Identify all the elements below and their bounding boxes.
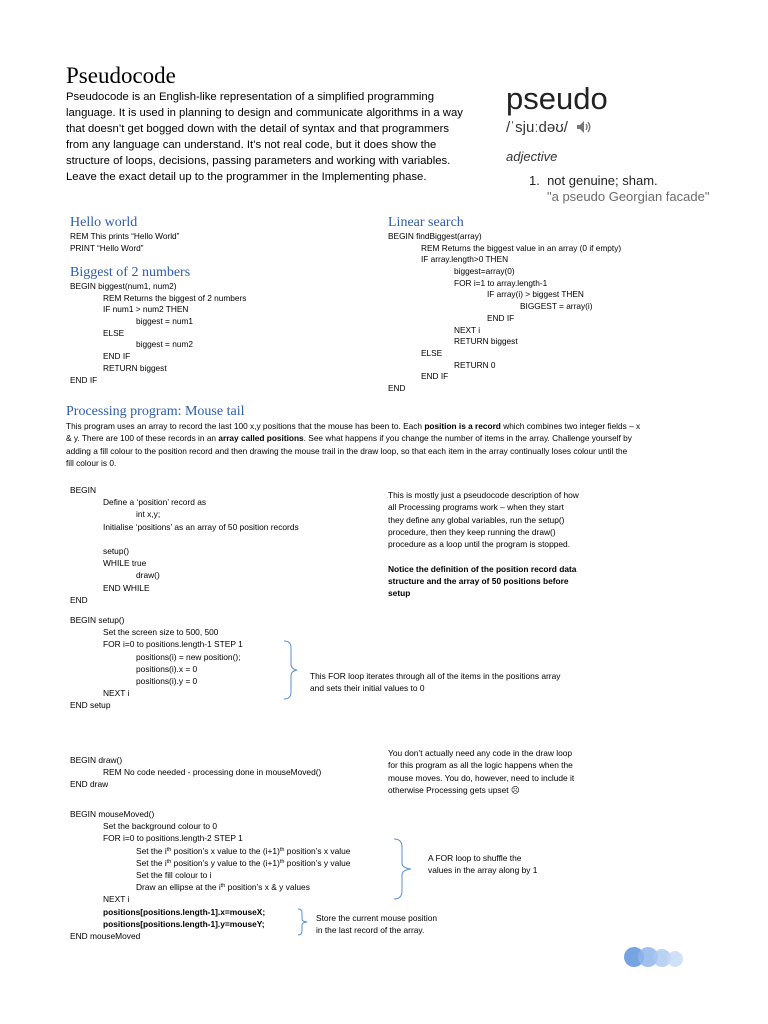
intro-line: language. It is used in planning to design and communicate algorithms in a way bbox=[66, 107, 463, 119]
store-brace-icon bbox=[296, 908, 310, 936]
code-line: positions(i) = new position(); bbox=[136, 651, 241, 662]
code-line: Set the background colour to 0 bbox=[103, 821, 218, 832]
code-line: Set the screen size to 500, 500 bbox=[103, 627, 219, 638]
code-line: WHILE true bbox=[103, 558, 147, 569]
code-line: END IF bbox=[70, 374, 98, 385]
code-line: END draw bbox=[70, 779, 109, 790]
code-line: REM Returns the biggest value in an array (0 if empty) bbox=[421, 242, 622, 253]
intro-line: Leave the exact detail up to the programmer in the Implementing phase. bbox=[66, 171, 427, 183]
shuffle-note: A FOR loop to shuffle the values in the array along by 1 bbox=[428, 853, 538, 876]
hello-world-code bbox=[70, 231, 179, 254]
page-title: Pseudocode bbox=[66, 63, 176, 88]
code-line: int x,y; bbox=[136, 509, 161, 520]
description-line: adding a fill colour to the position record and then drawing the mouse trail in the draw loop, so that each item in the array continually loses colour until the bbox=[66, 445, 628, 456]
code-line: END IF bbox=[103, 351, 131, 362]
code-line: IF num1 > num2 THEN bbox=[103, 304, 189, 315]
code-line: END IF bbox=[421, 371, 449, 382]
main-program-note: This is mostly just a pseudocode description of how all Processing programs work – when they start they define any global variables, run the setup() procedure, then they keep running the draw() procedure as a loop until the program is stopped. Notice the definition of the position record data structure and the array of 50 positions before setup bbox=[388, 490, 579, 599]
definition-number: 1. bbox=[529, 173, 540, 188]
code-line: BEGIN bbox=[70, 485, 97, 495]
code-line: BEGIN draw() bbox=[70, 755, 123, 765]
pronunciation-text: /ˈsjuːdəʊ/ bbox=[506, 119, 568, 136]
code-line: BEGIN mouseMoved() bbox=[70, 809, 155, 819]
code-line: Set the $i^{th}$ position’s x value to the $(i+1)^{th}$ position’s x value bbox=[136, 845, 351, 856]
code-line: setup() bbox=[103, 545, 130, 556]
main-program-code bbox=[70, 484, 299, 606]
code-line: END mouseMoved bbox=[70, 930, 141, 941]
code-line: NEXT i bbox=[454, 324, 481, 335]
processing-description bbox=[66, 420, 640, 469]
code-line: END IF bbox=[487, 312, 515, 323]
code-line: BIGGEST = array(i) bbox=[520, 301, 593, 312]
dictionary-part-of-speech: adjective bbox=[506, 149, 558, 164]
intro-line: Pseudocode is an English-like representation of a simplified programming bbox=[66, 91, 434, 103]
processing-heading: Processing program: Mouse tail bbox=[66, 404, 245, 419]
code-line: IF array.length>0 THEN bbox=[421, 254, 509, 265]
code-line: END setup bbox=[70, 700, 111, 711]
draw-code bbox=[70, 754, 321, 791]
linear-search-code bbox=[388, 231, 621, 395]
code-line: biggest=array(0) bbox=[454, 266, 515, 277]
code-line: ELSE bbox=[103, 327, 125, 338]
code-line: positions(i).x = 0 bbox=[136, 663, 198, 674]
code-line: Initialise ‘positions’ as an array of 50 position records bbox=[103, 521, 299, 532]
store-note: Store the current mouse position in the last record of the array. bbox=[316, 913, 438, 936]
code-line: IF array(i) > biggest THEN bbox=[487, 289, 584, 300]
code-line: ELSE bbox=[421, 347, 443, 358]
intro-line: that doesn’t get bogged down with the detail of syntax and that programmers bbox=[66, 123, 450, 135]
code-line: RETURN 0 bbox=[454, 359, 496, 370]
setup-note: This FOR loop iterates through all of the items in the positions array and sets their initial values to 0 bbox=[310, 671, 561, 694]
description-line: This program uses an array to record the last 100 x,y positions that the mouse has been to. Each position is a record which combines two integer fields – x bbox=[66, 421, 641, 431]
code-line: RETURN biggest bbox=[103, 362, 167, 373]
code-line: BEGIN biggest(num1, num2) bbox=[70, 281, 177, 291]
definition-text: not genuine; sham. bbox=[547, 173, 658, 188]
code-line: Set the fill colour to i bbox=[136, 869, 212, 880]
code-line: PRINT “Hello Word” bbox=[70, 242, 144, 253]
code-line: END WHILE bbox=[103, 582, 150, 593]
code-line: Set the $i^{th}$ position’s y value to the $(i+1)^{th}$ position’s y value bbox=[136, 857, 351, 868]
code-line: NEXT i bbox=[103, 688, 130, 699]
draw-note: You don’t actually need any code in the draw loop for this program as all the logic happens when the mouse moves. You do, however, need to include it otherwise Processing gets upset ☹ bbox=[388, 748, 575, 795]
code-line: Draw an ellipse at the $i^{th}$ position’s x & y values bbox=[136, 882, 310, 893]
code-line: positions(i).y = 0 bbox=[136, 675, 198, 686]
code-line: BEGIN setup() bbox=[70, 615, 125, 625]
code-line: REM No code needed - processing done in mouseMoved() bbox=[103, 767, 322, 778]
dictionary-pronunciation bbox=[506, 118, 592, 140]
code-line: END bbox=[70, 594, 88, 605]
decorative-circles-logo bbox=[622, 944, 692, 970]
hello-world-heading: Hello world bbox=[70, 215, 138, 230]
code-line: NEXT i bbox=[103, 894, 130, 905]
code-line: FOR i=1 to array.length-1 bbox=[454, 277, 548, 288]
code-line: positions[positions.length-1].x=mouseX; bbox=[103, 906, 266, 917]
intro-line: from any language can understand. It’s not real code, but it does show the bbox=[66, 139, 437, 151]
code-line: biggest = num1 bbox=[136, 316, 193, 327]
intro-line: structure of loops, decisions, passing parameters and working with variables. bbox=[66, 155, 451, 167]
intro-paragraph bbox=[66, 89, 486, 185]
code-line: BEGIN findBiggest(array) bbox=[388, 231, 482, 241]
code-line: END bbox=[388, 382, 406, 393]
code-line: positions[positions.length-1].y=mouseY; bbox=[103, 918, 265, 929]
speaker-icon[interactable] bbox=[576, 120, 592, 140]
code-line: FOR i=0 to positions.length-2 STEP 1 bbox=[103, 833, 243, 844]
biggest-heading: Biggest of 2 numbers bbox=[70, 265, 191, 280]
setup-brace-icon bbox=[282, 640, 300, 700]
code-line bbox=[70, 533, 299, 545]
code-line: FOR i=0 to positions.length-1 STEP 1 bbox=[103, 639, 243, 650]
code-line: biggest = num2 bbox=[136, 339, 193, 350]
description-line: fill colour is 0. bbox=[66, 457, 117, 468]
code-line: REM This prints “Hello World” bbox=[70, 231, 180, 241]
code-line: draw() bbox=[136, 570, 160, 581]
linear-search-heading: Linear search bbox=[388, 215, 464, 230]
description-line: & y. There are 100 of these records in an array called positions. See what happens if you change the number of items in the array. Challenge yourself by bbox=[66, 433, 632, 444]
code-line: RETURN biggest bbox=[454, 336, 518, 347]
code-line: Define a ‘position’ record as bbox=[103, 497, 207, 508]
code-line: REM Returns the biggest of 2 numbers bbox=[103, 292, 247, 303]
dictionary-word: pseudo bbox=[506, 81, 608, 116]
shuffle-brace-icon bbox=[392, 838, 414, 900]
biggest-code bbox=[70, 281, 246, 386]
setup-code bbox=[70, 614, 243, 712]
dictionary-example: "a pseudo Georgian facade" bbox=[547, 189, 710, 204]
